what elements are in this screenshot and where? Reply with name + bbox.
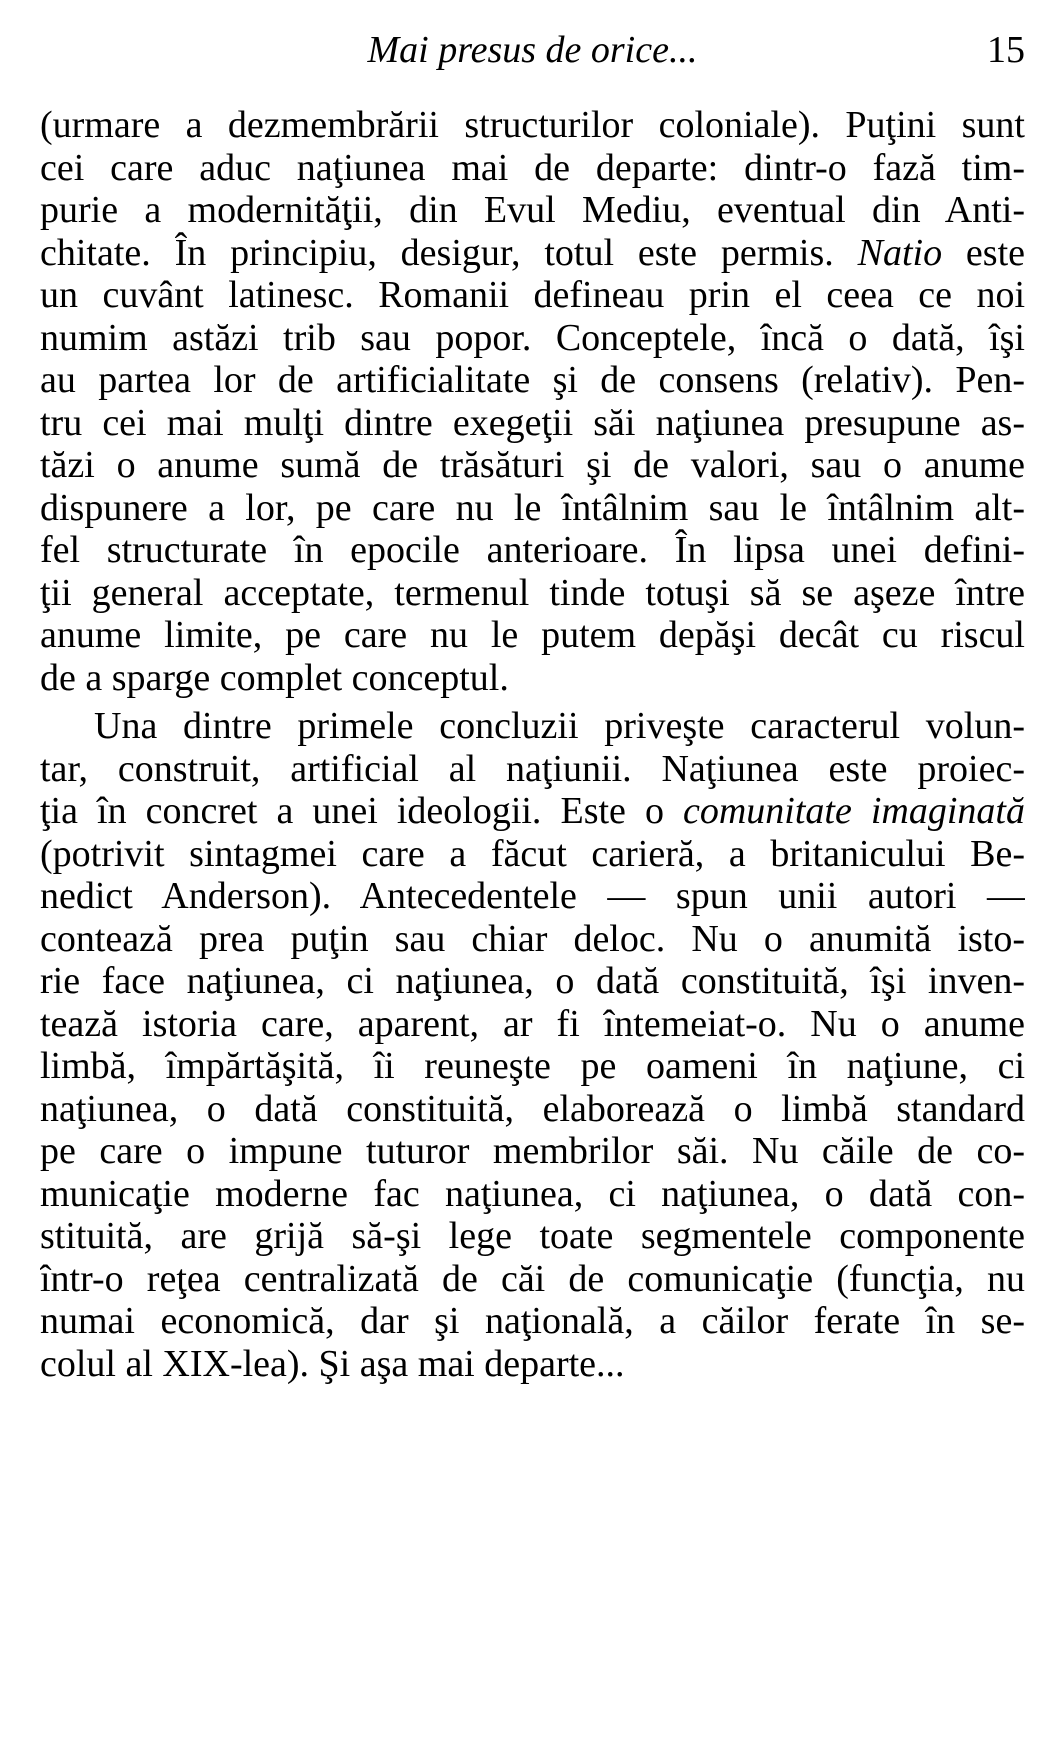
text-line (40, 1258, 1025, 1301)
text-run: ţia în concret a unei ideologii. Este o (40, 790, 683, 832)
text-run: un cuvânt latinesc. Romanii defineau prin el ceea ce noi (40, 274, 1025, 316)
text-line (40, 444, 1025, 487)
text-run: municaţie moderne fac naţiunea, ci naţiunea, o dată con- (40, 1172, 1025, 1215)
italic-text: Natio (857, 231, 943, 274)
text-line (40, 748, 1025, 791)
text-line (40, 1003, 1025, 1046)
text-run: stituită, are grijă să-şi lege toate segmentele componente (40, 1215, 1025, 1257)
text-run: rie face naţiunea, ci naţiunea, o dată constituită, îşi inven- (40, 960, 1025, 1002)
page-number: 15 (987, 29, 1025, 71)
text-line (40, 487, 1025, 530)
text-run: de a sparge complet conceptul. (40, 656, 509, 699)
text-line (40, 189, 1025, 232)
text-run: tar, construit, artificial al naţiunii. Naţiunea este proiec- (40, 747, 1025, 790)
text-line (40, 614, 1025, 657)
text-line (40, 529, 1025, 572)
text-run: naţiunea, o dată constituită, elaborează o limbă standard (40, 1087, 1025, 1130)
text-run: dispunere a lor, pe care nu le întâlnim sau le întâlnim alt- (40, 486, 1025, 529)
text-line (40, 359, 1025, 402)
text-run: chitate. În principiu, desigur, totul este permis. (40, 231, 858, 274)
text-line (40, 875, 1025, 918)
text-run: tează istoria care, aparent, ar fi întemeiat-o. Nu o anume (40, 1002, 1025, 1045)
text-run: colul al XIX-lea). Şi aşa mai departe... (40, 1342, 625, 1385)
running-title: Mai presus de orice... (367, 29, 698, 71)
text-line (40, 705, 1025, 748)
text-run: (potrivit sintagmei care a făcut carieră, a britanicului Be- (40, 832, 1025, 875)
text-line (40, 104, 1025, 147)
text-run: tăzi o anume sumă de trăsături şi de valori, sau o anume (40, 444, 1025, 486)
text-line (40, 1130, 1025, 1173)
text-run: numai economică, dar şi naţională, a căilor ferate în se- (40, 1300, 1025, 1342)
text-run: contează prea puţin sau chiar deloc. Nu o anumită isto- (40, 917, 1025, 960)
text-line (40, 833, 1025, 876)
text-run: Una dintre primele concluzii priveşte caracterul volun- (94, 705, 1025, 747)
text-run: pe care o impune tuturor membrilor săi. Nu căile de co- (40, 1130, 1025, 1172)
text-run: numim astăzi trib sau popor. Conceptele, încă o dată, îşi (40, 316, 1025, 359)
text-line (40, 147, 1025, 190)
text-run: fel structurate în epocile anterioare. În lipsa unei defini- (40, 529, 1025, 571)
paragraph (40, 104, 1025, 699)
text-line (40, 1343, 1025, 1386)
text-line (40, 790, 1025, 833)
paragraph (40, 705, 1025, 1385)
text-line (40, 1173, 1025, 1216)
text-run: este (942, 231, 1025, 274)
text-line (40, 960, 1025, 1003)
text-run: anume limite, pe care nu le putem depăşi decât cu riscul (40, 614, 1025, 656)
text-run: limbă, împărtăşită, îi reuneşte pe oameni în naţiune, ci (40, 1045, 1025, 1087)
text-line (40, 317, 1025, 360)
text-run: ţii general acceptate, termenul tinde totuşi să se aşeze între (40, 571, 1025, 614)
text-run: nedict Anderson). Antecedentele — spun unii autori — (40, 875, 1025, 917)
text-run: într-o reţea centralizată de căi de comunicaţie (funcţia, nu (40, 1257, 1025, 1300)
text-run: tru cei mai mulţi dintre exegeţii săi naţiunea presupune as- (40, 401, 1025, 444)
text-line (40, 1045, 1025, 1088)
text-run: purie a modernităţii, din Evul Mediu, eventual din Anti- (40, 189, 1025, 231)
text-run: cei care aduc naţiunea mai de departe: dintr-o fază tim- (40, 146, 1025, 189)
italic-text: comunitate imaginată (682, 790, 1025, 832)
text-line (40, 232, 1025, 275)
text-line (40, 274, 1025, 317)
text-run: au partea lor de artificialitate şi de consens (relativ). Pen- (40, 359, 1025, 401)
text-line (40, 918, 1025, 961)
text-line (40, 1300, 1025, 1343)
body-text (40, 104, 1025, 1385)
text-run: (urmare a dezmembrării structurilor coloniale). Puţini sunt (40, 104, 1025, 146)
running-header (40, 20, 1025, 80)
text-line (40, 572, 1025, 615)
text-line (40, 402, 1025, 445)
text-line (40, 657, 1025, 700)
text-line (40, 1215, 1025, 1258)
text-line (40, 1088, 1025, 1131)
